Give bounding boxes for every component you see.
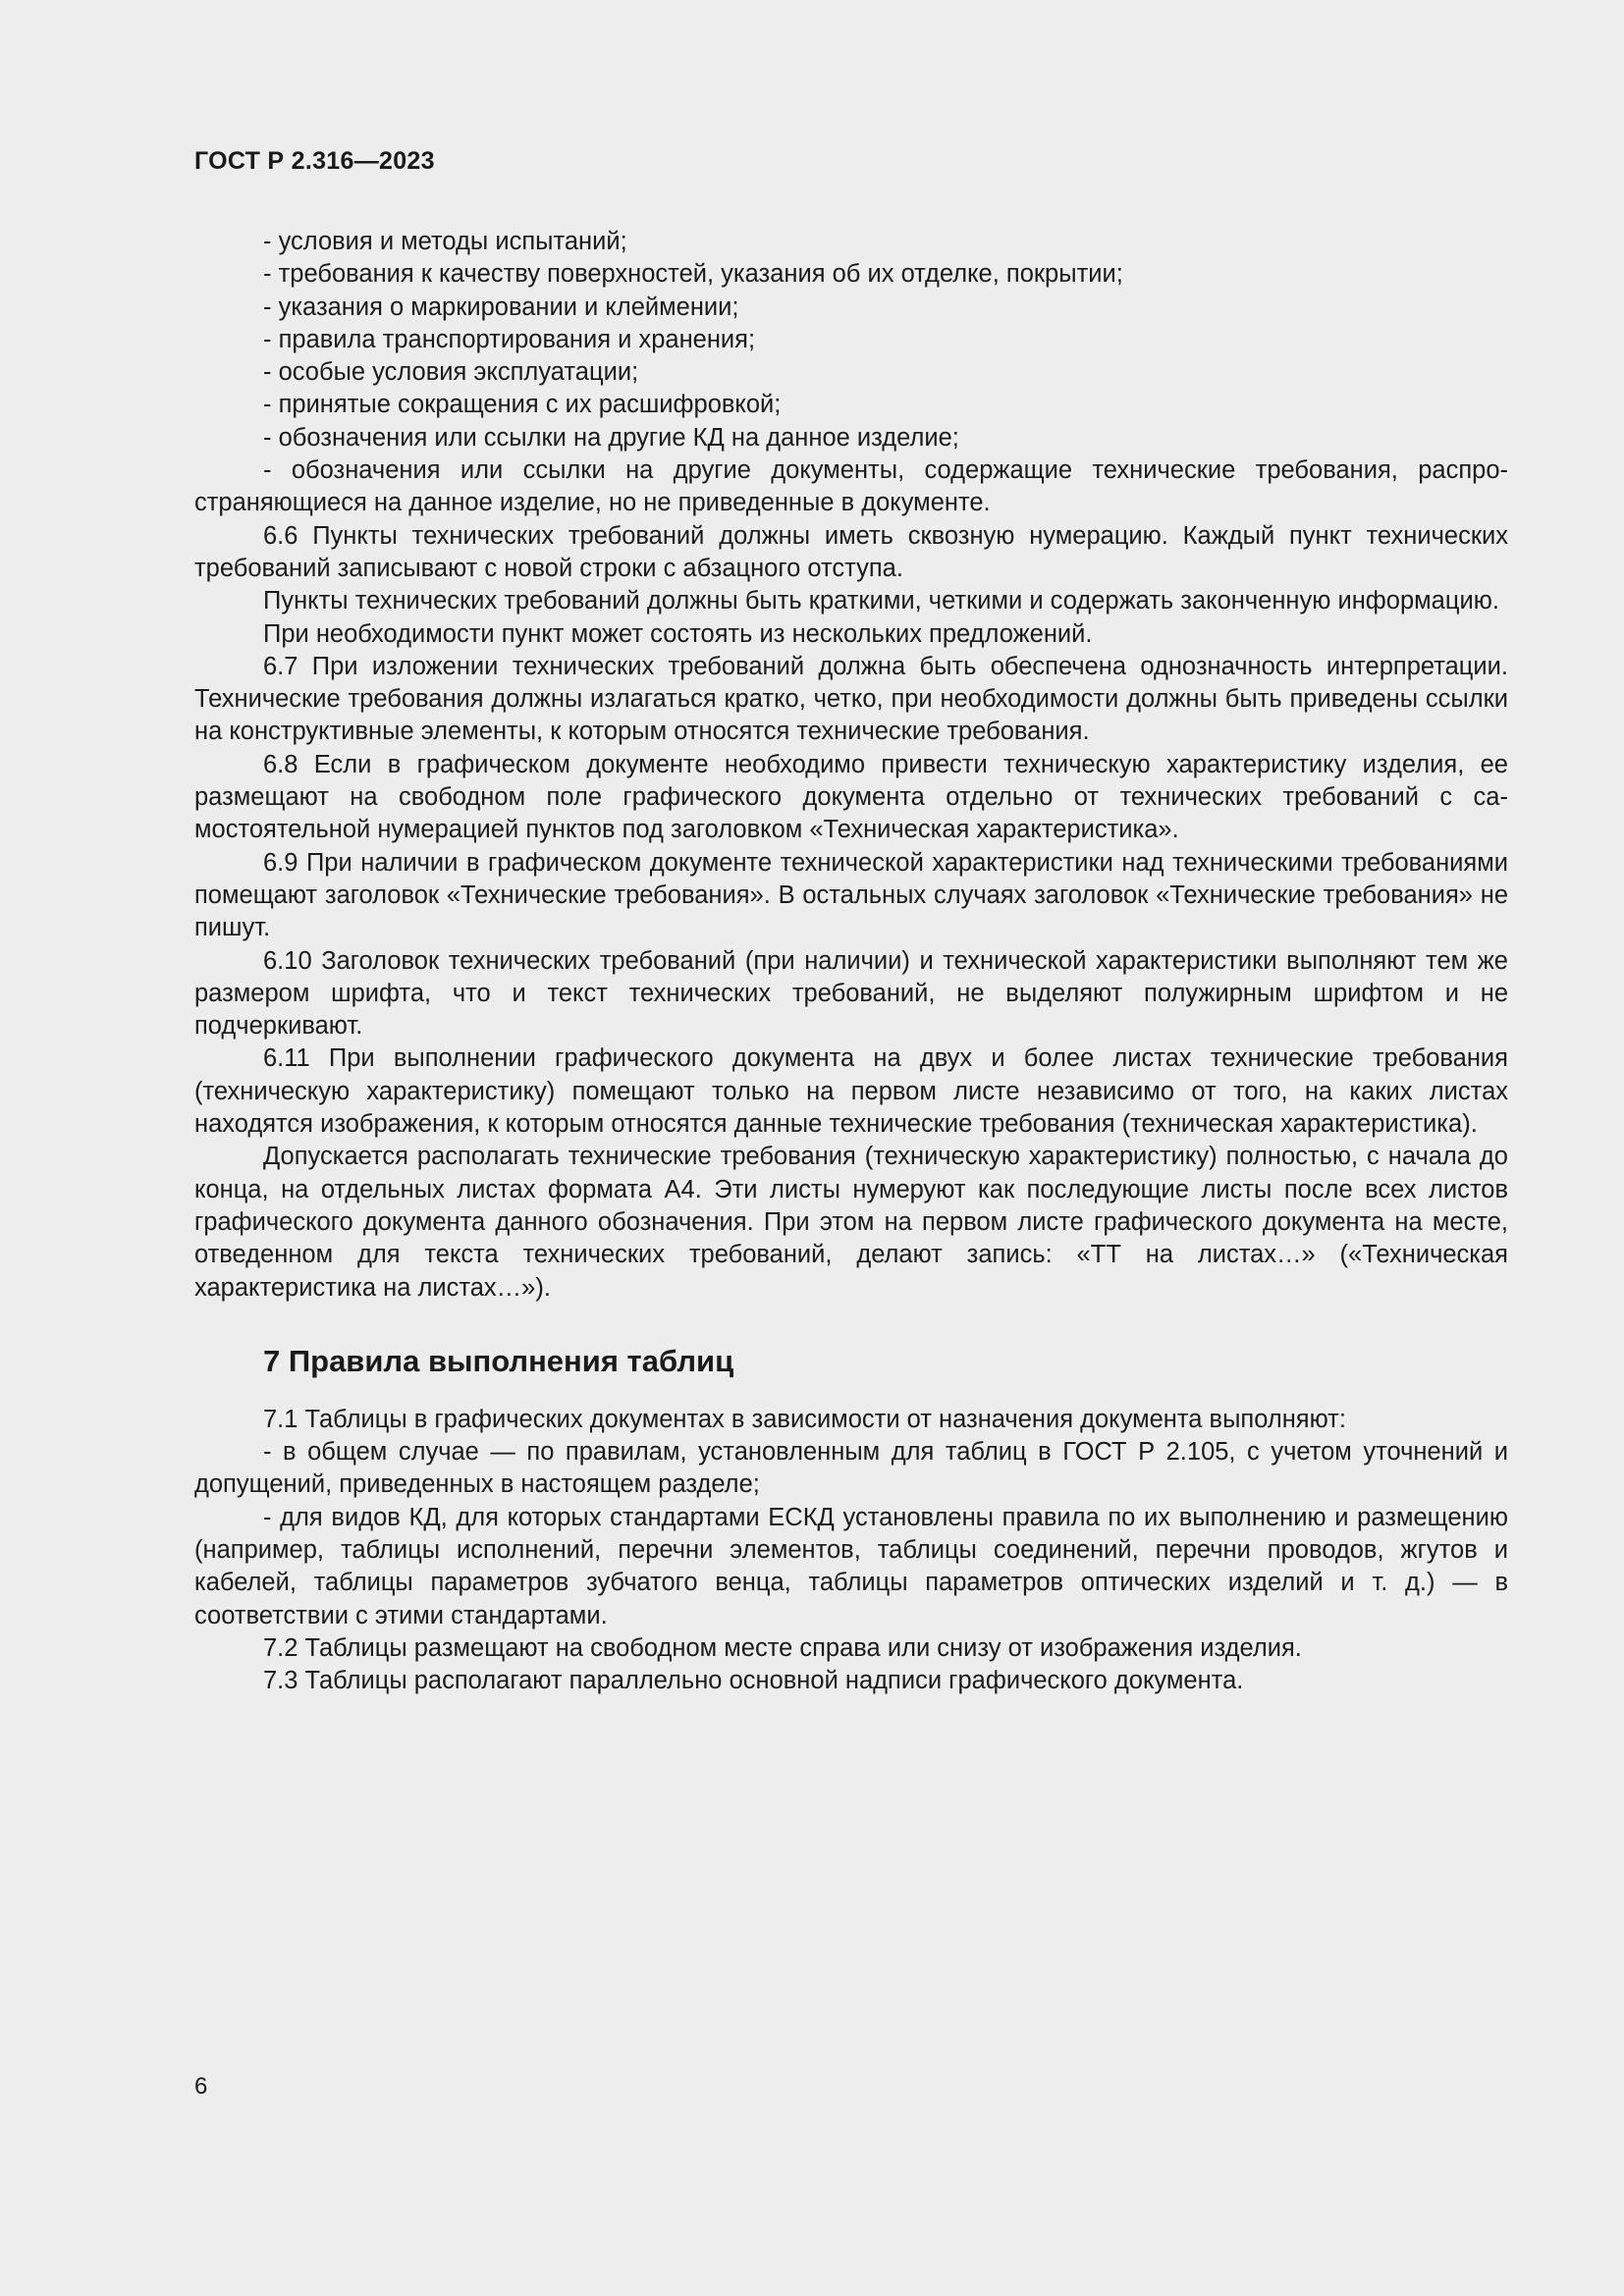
list-item: - для видов КД, для которых стандартами ЕСКД установлены правила по их выполнению и размещению (например, таблицы исполнений, перечни элементов, таблицы соединений, перечни проводов, жгутов и кабелей, таблицы параметров зубчатого венца, таблицы параметров оптических изделий и т. д.) — в соответствии с этими стандартами. [194, 1503, 1508, 1629]
clause-6-11: 6.11 При выполнении графического документа на двух и более листах технические требования (техническую характеристику) помещают только на первом листе независимо от того, на каких листах находятся изображения, к которым относятся данные технические требования (техническая характеристика). [194, 1044, 1508, 1139]
list-item: - указания о маркировании и клеймении; [263, 293, 739, 321]
clause-7-3: 7.3 Таблицы располагают параллельно основной надписи графического документа. [263, 1667, 1244, 1695]
clause-6-9: 6.9 При наличии в графическом документе технической характеристики над техническими требованиями помещают заголовок «Технические требования». В остальных случаях заголовок «Технические требования» не пишут. [194, 848, 1508, 942]
paragraph: Допускается располагать технические требования (техническую характеристику) полностью, с начала до конца, на отдельных листах формата А4. Эти листы нумеруют как последующие листы после всех листов графического документа данного обозначения. При этом на первом листе графического документа на месте, отведенном для текста технических требований, делают запись: «ТТ на листах…» («Техническая характеристика на листах…»). [194, 1143, 1508, 1302]
list-item: - требования к качеству поверхностей, указания об их отделке, покрытии; [263, 260, 1123, 289]
list-item: - условия и методы испытаний; [263, 228, 627, 255]
page-number: 6 [194, 2073, 208, 2100]
list-item: - в общем случае — по правилам, установленным для таблиц в ГОСТ Р 2.105, с учетом уточнений и допущений, приведенных в настоящем разделе; [194, 1438, 1508, 1499]
list-item: - правила транспортирования и хранения; [263, 325, 756, 353]
list-item: - обозначения или ссылки на другие КД на данное изделие; [263, 423, 959, 452]
clause-6-7: 6.7 При изложении технических требований должна быть обеспечена однозначность интерпретации. Технические требования должны излагаться кратко, четко, при необходимости должны быть приведены ссылки на конструктивные элементы, к которым относятся технические требования. [194, 652, 1508, 746]
clause-7-1: 7.1 Таблицы в графических документах в зависимости от назначения документа выполняют: [263, 1405, 1346, 1433]
clause-6-8: 6.8 Если в графическом документе необходимо привести техническую характеристику изделия, ее размещают на свободном поле графического документа отдельно от технических требований с самостоятельной нумерацией пунктов под заголовком «Техническая характеристика». [194, 750, 1508, 844]
clause-6-10: 6.10 Заголовок технических требований (при наличии) и технической характеристики выполняют тем же размером шрифта, что и текст технических требований, не выделяют полужирным шрифтом и не подчеркивают. [194, 946, 1508, 1041]
clause-6-6: 6.6 Пункты технических требований должны иметь сквозную нумерацию. Каждый пункт технических требований записывают с новой строки с абзацного отступа. [194, 521, 1508, 582]
list-item: - особые условия эксплуатации; [263, 358, 639, 387]
document-code: ГОСТ Р 2.316—2023 [194, 147, 435, 175]
section-7-heading: 7 Правила выполнения таблиц [263, 1343, 734, 1378]
paragraph: Пункты технических требований должны быть краткими, четкими и содержать законченную информацию. [263, 587, 1499, 615]
clause-7-2: 7.2 Таблицы размещают на свободном месте справа или снизу от изображения изделия. [263, 1633, 1302, 1662]
list-item: - обозначения или ссылки на другие документы, содержащие технические требования, распространяющиеся на данное изделие, но не приведенные в документе. [194, 456, 1508, 517]
paragraph: При необходимости пункт может состоять из нескольких предложений. [263, 619, 1093, 648]
document-body [194, 226, 1508, 1697]
list-item: - принятые сокращения с их расшифровкой; [263, 391, 782, 419]
